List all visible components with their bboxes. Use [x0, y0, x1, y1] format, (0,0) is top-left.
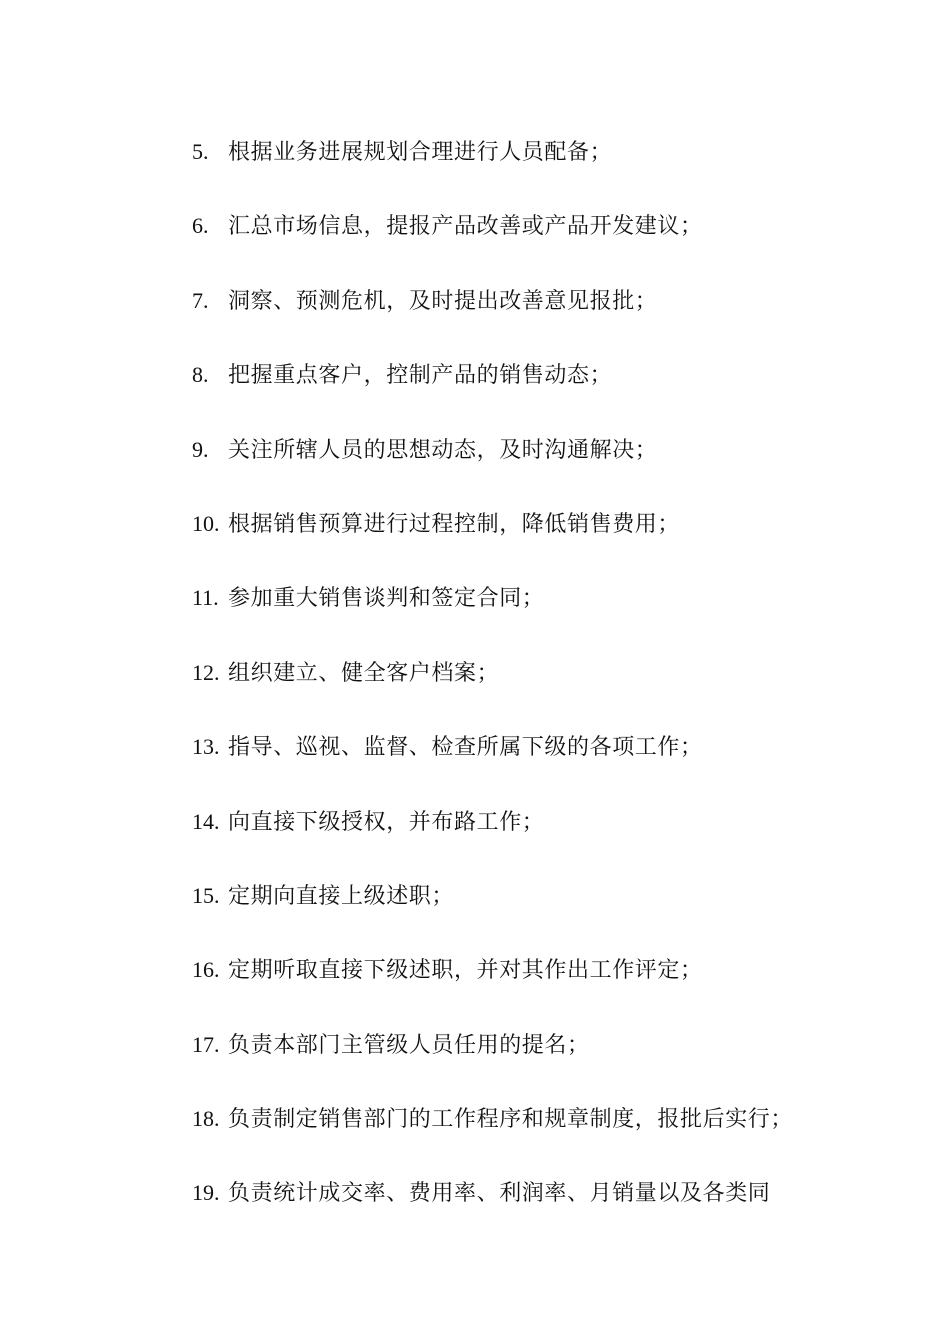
item-text: 组织建立、健全客户档案；: [228, 660, 500, 686]
list-item: [192, 876, 793, 950]
list-item: [192, 578, 793, 652]
list-item: [192, 504, 793, 578]
list-item: [192, 1099, 793, 1173]
item-text: 汇总市场信息，提报产品改善或产品开发建议；: [228, 214, 703, 240]
item-number: 12.: [192, 659, 220, 685]
item-number: 5.: [192, 139, 209, 164]
item-text: 把握重点客户，控制产品的销售动态；: [228, 363, 613, 389]
item-number: 13.: [192, 734, 220, 760]
list-item: [192, 206, 793, 280]
item-number: 7.: [192, 287, 209, 313]
list-item: [192, 802, 793, 876]
item-number: 17.: [192, 1031, 220, 1057]
list-item: [192, 653, 793, 727]
item-number: 15.: [192, 882, 220, 908]
item-number: 16.: [192, 957, 220, 983]
item-number: 11.: [192, 585, 219, 611]
item-text: 指导、巡视、监督、检查所属下级的各项工作；: [228, 735, 703, 761]
list-item: [192, 950, 793, 1024]
list-item: [192, 281, 793, 355]
item-text: 根据销售预算进行过程控制，降低销售费用；: [228, 511, 681, 537]
item-text: 负责统计成交率、费用率、利润率、月销量以及各类同: [228, 1181, 771, 1207]
list-item: [192, 132, 793, 206]
duty-list: [192, 132, 793, 1248]
item-text: 负责本部门主管级人员任用的提名；: [228, 1032, 590, 1058]
item-number: 19.: [192, 1180, 220, 1206]
item-number: 10.: [192, 510, 220, 536]
item-text: 向直接下级授权，并布路工作；: [228, 809, 545, 835]
item-text: 根据业务进展规划合理进行人员配备；: [228, 140, 613, 165]
item-text: 参加重大销售谈判和签定合同；: [228, 586, 545, 612]
list-item: [192, 430, 793, 504]
item-number: 6.: [192, 213, 209, 239]
list-item: [192, 355, 793, 429]
item-number: 9.: [192, 436, 209, 462]
list-item: [192, 727, 793, 801]
item-text: 关注所辖人员的思想动态，及时沟通解决；: [228, 437, 658, 463]
list-item: [192, 1025, 793, 1099]
item-text: 洞察、预测危机，及时提出改善意见报批；: [228, 288, 658, 314]
list-item: [192, 1173, 793, 1247]
item-number: 14.: [192, 808, 220, 834]
item-text: 定期向直接上级述职；: [228, 883, 455, 909]
item-number: 8.: [192, 362, 209, 388]
item-text: 负责制定销售部门的工作程序和规章制度，报批后实行；: [228, 1107, 794, 1133]
item-text: 定期听取直接下级述职，并对其作出工作评定；: [228, 958, 703, 984]
item-number: 18.: [192, 1106, 220, 1132]
